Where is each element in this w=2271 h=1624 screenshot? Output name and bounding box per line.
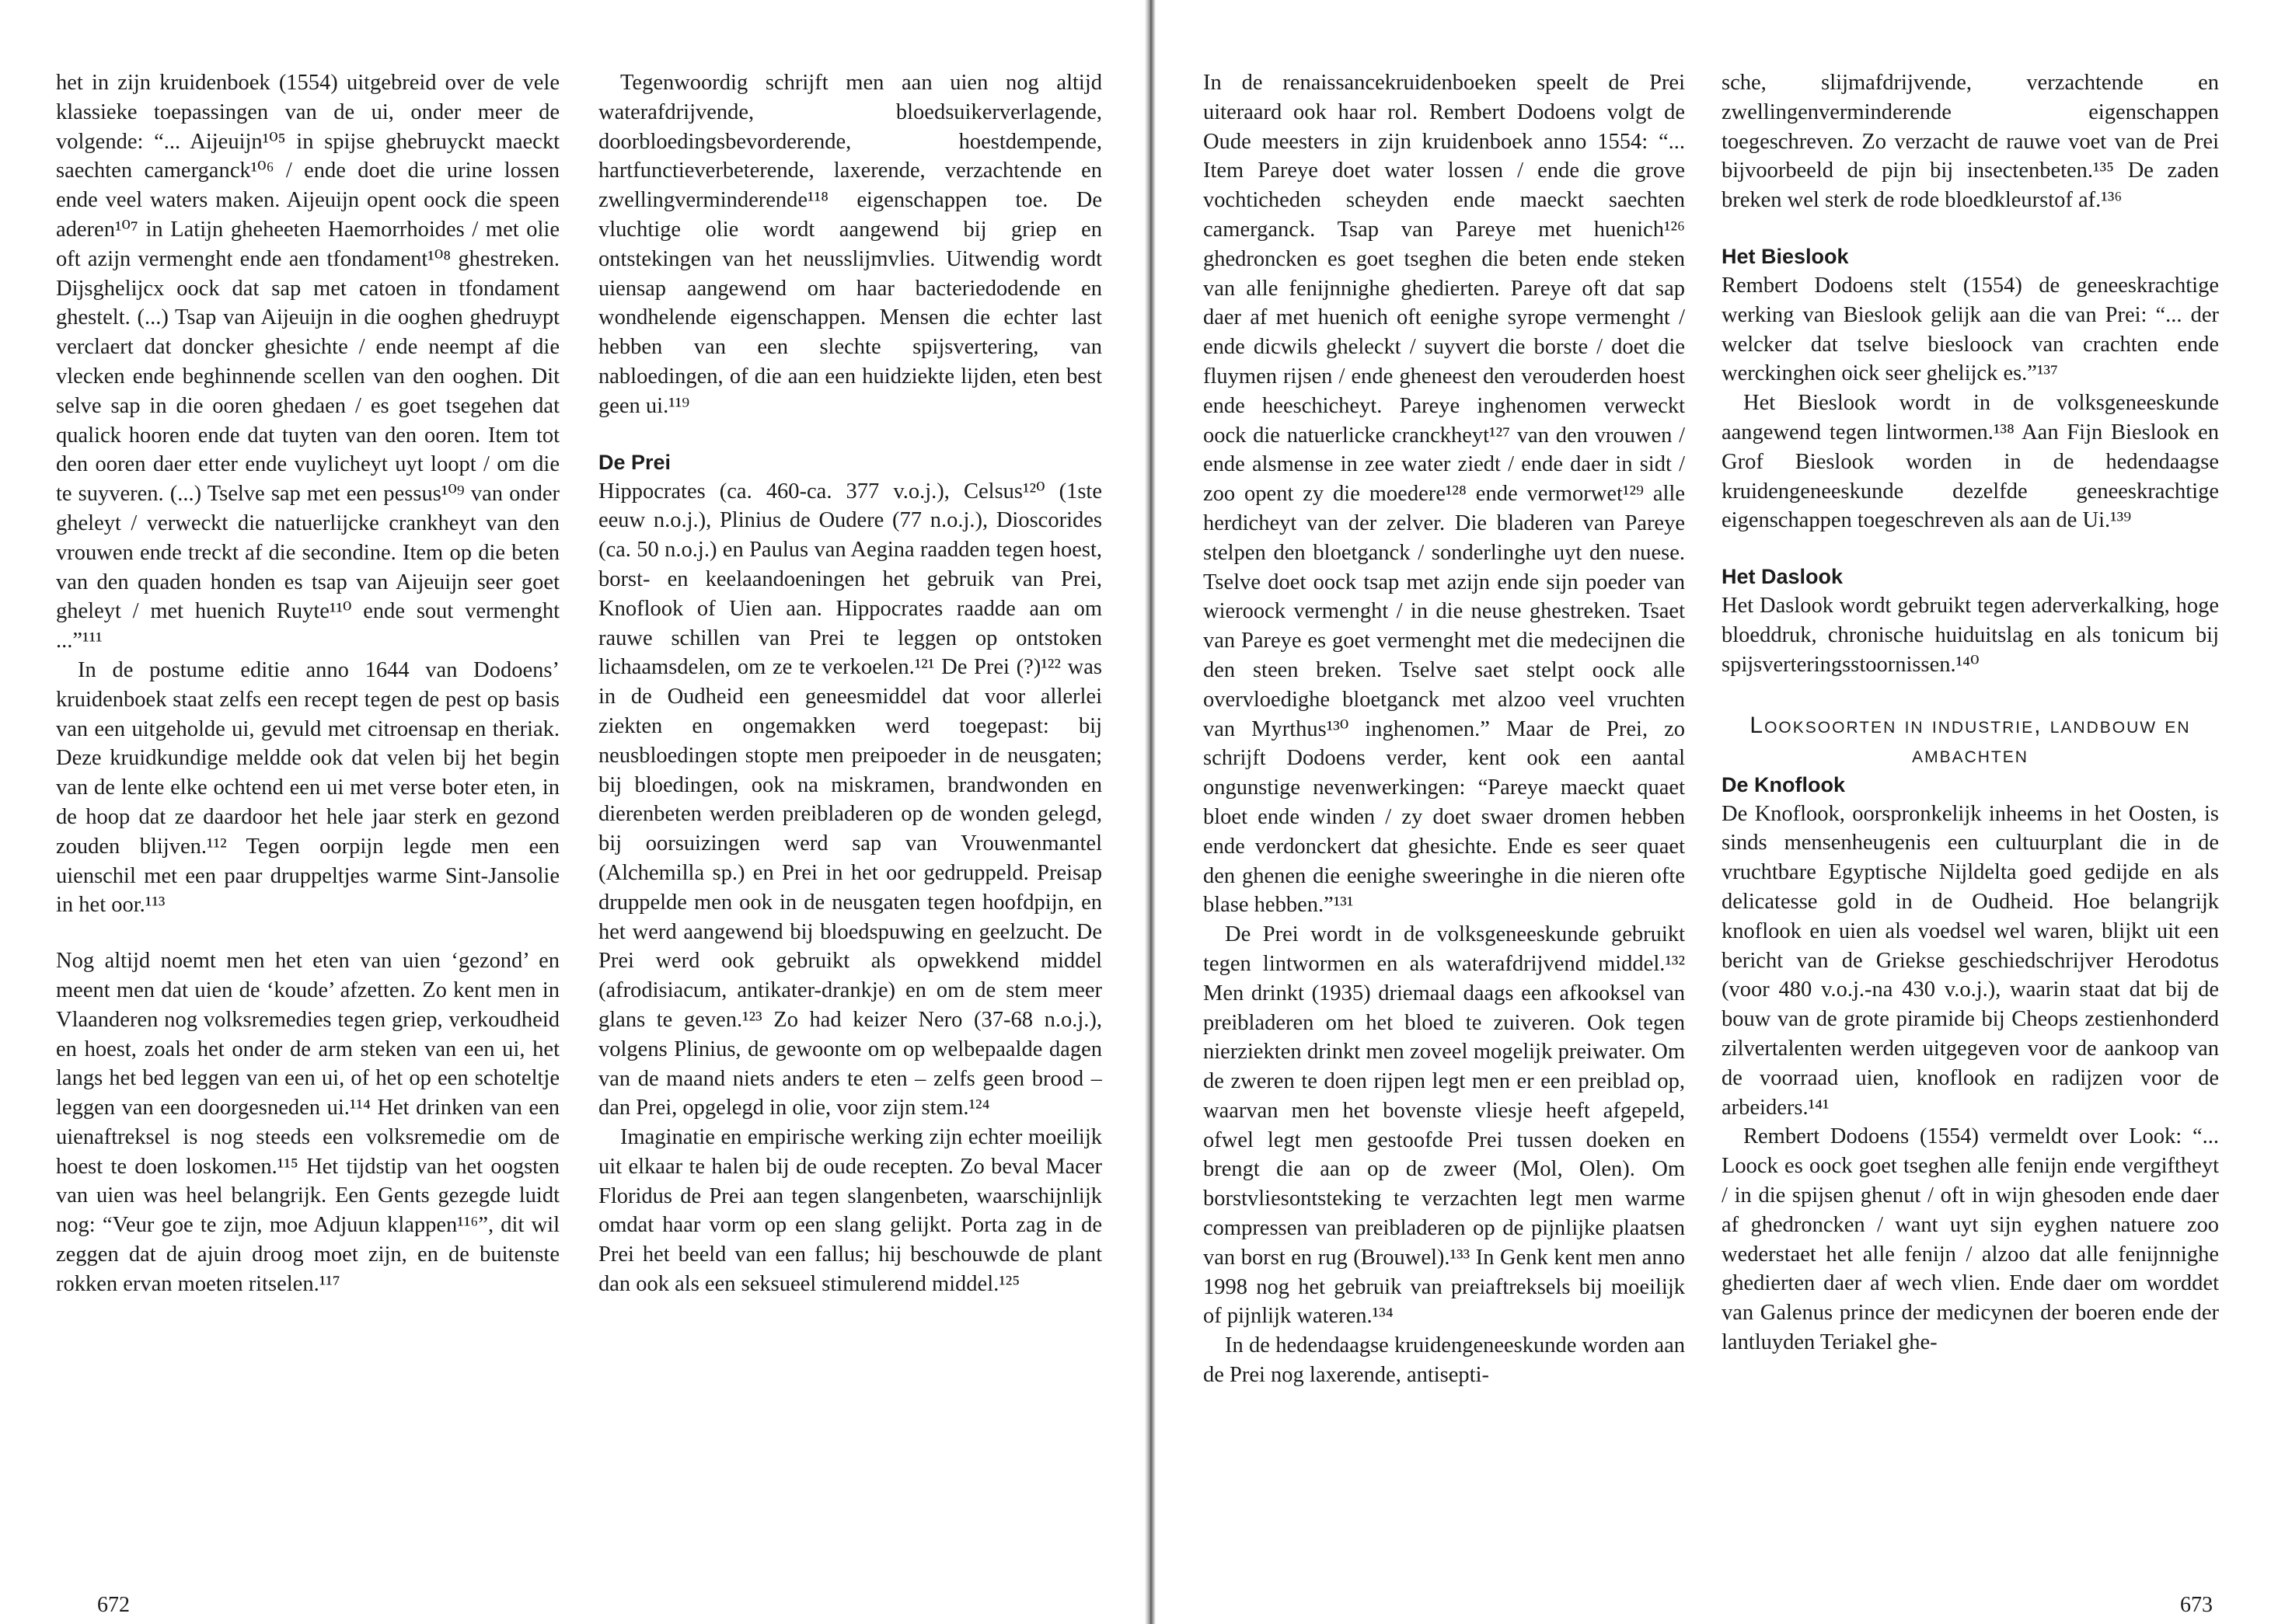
section-heading: De Prei	[598, 450, 672, 474]
left-column-1	[56, 68, 560, 1580]
paragraph: Hippocrates (ca. 460-ca. 377 v.o.j.), Celsus¹²⁰ (1ste eeuw n.o.j.), Plinius de Oudere (77 n.o.j.), Dioscorides (ca. 50 n.o.j.) en Paulus van Aegina raadden tegen hoest, borst- en keelaandoeningen het gebruik van Prei, Knoflook of Uien aan. Hippocrates raadde aan om rauwe schillen van Prei te leggen op ontstoken lichaamsdelen, om ze te verkoelen.¹²¹ De Prei (?)¹²² was in de Oudheid een geneesmiddel dat voor allerlei ziekten en ongemakken werd toegepast: bij neusbloedingen stopte men preipoeder in de neusgaten; bij bloedingen, ook na miskramen, brandwonden en dierenbeten werden preibladeren op de wonden gelegd, bij oorsuizingen werd sap van Vrouwenmantel (Alchemilla sp.) en Prei in het oor gedruppeld. Preisap druppelde men ook in de neusgaten tegen hoofdpijn, en het werd aangewend bij bloedspuwing en geelzucht. De Prei werd ook gebruikt als opwekkend middel (afrodisiacum, antikater-drankje) en om de stem meer glans te geven.¹²³ Zo had keizer Nero (37-68 n.o.j.), volgens Plinius, de gewoonte om op welbepaalde dagen van de maand niets anders te eten – zelfs geen brood – dan Prei, opgelegd in olie, voor zijn stem.¹²⁴	[598, 479, 1102, 1120]
page-number: 672	[97, 1593, 130, 1617]
paragraph: Nog altijd noemt men het eten van uien ‘gezond’ en meent men dat uien de ‘koude’ afzetten. Zo kent men in Vlaanderen nog volksremedies tegen griep, verkoudheid en hoest, zoals het onder de arm steken van een ui, het langs het bed leggen van een ui, of het op een schoteltje leggen van een doorgesneden ui.¹¹⁴ Het drinken van een uienaftreksel is nog steeds een volksremedie om de hoest te doen loskomen.¹¹⁵ Het tijdstip van het oogsten van uien was heel belangrijk. Een Gents gezegde luidt nog: “Veur goe te zijn, moe Adjuun klappen¹¹⁶”, dit wil zeggen dat de ajuin droog moet zijn, en de buitenste rokken ervan moeten ritselen.¹¹⁷	[56, 949, 560, 1296]
chapter-heading: Looksoorten in industrie, landbouw en ambachten	[1749, 712, 2191, 768]
page-number: 673	[2180, 1593, 2213, 1617]
paragraph: De Prei wordt in de volksgeneeskunde gebruikt tegen lintwormen en als waterafdrijvend middel.¹³² Men drinkt (1935) driemaal daags een afkooksel van preibladeren om het bloed te zuiveren. Ook tegen nierziekten drinkt men zoveel mogelijk preiwater. Om de zweren te doen rijpen legt men er een preiblad op, waarvan men het bovenste vliesje heeft afgepeld, ofwel legt men gestoofde Prei tussen doeken en brengt die aan op de zweer (Mol, Olen). Om borstvliesontsteking te verzachten legt men warme compressen van preibladeren op de pijnlijke plaatsen van borst en rug (Brouwel).¹³³ In Genk kent men anno 1998 nog het gebruik van preiaftreksels bij moeilijk of pijnlijk wateren.¹³⁴	[1203, 922, 1685, 1329]
paragraph: In de postume editie anno 1644 van Dodoens’ kruidenboek staat zelfs een recept tegen de pest op basis van een uitgeholde ui, gevuld met citroensap en theriak. Deze kruidkundige meldde ook dat velen bij het begin van de lente elke ochtend een ui met verse boter eten, in de hoop dat ze daardoor het hele jaar sterk en gezond zouden blijven.¹¹² Tegen oorpijn legde men een uienschil met een paar druppeltjes warme Sint-Jansolie in het oor.¹¹³	[56, 657, 560, 918]
right-column-1	[1203, 68, 1685, 1580]
paragraph: het in zijn kruidenboek (1554) uitgebreid over de vele klassieke toepassingen van de ui, onder meer de volgende: “... Aijeuijn¹⁰⁵ in spijse ghebruyckt maeckt saechten camerganck¹⁰⁶ / ende doet die urine lossen ende veel waters maken. Aijeuijn opent oock die speen aderen¹⁰⁷ in Latijn gheheeten Haemorrhoides / met olie oft azijn vermenght ende aen tfondament¹⁰⁸ ghestreken. Dijsghelijcx oock dat sap met catoen in tfondament ghestelt. (...) Tsap van Aijeuijn in die ooghen ghedruypt verclaert dat doncker ghesichte / ende neempt af die vlecken ende beghinnende scellen van den ooghen. Dit selve sap in die ooren ghedaen / es goet tsegehen dat qualick hooren ende dat tuyten van den ooren. Item tot den ooren daer etter ende vuylicheyt uyt loopt / om die te suyveren. (...) Tselve sap met een pessus¹⁰⁹ van onder gheleyt / verweckt die natuerlijcke crankheyt van den vrouwen ende treckt af die secondine. Item op die beten van den quaden honden es tsap van Aijeuijn seer goet gheleyt / met huenich Ruyte¹¹⁰ ende sout vermenght ...”¹¹¹	[56, 71, 560, 653]
paragraph: Rembert Dodoens (1554) vermeldt over Look: “... Loock es oock goet tseghen alle fenijn ende vergiftheyt / in die spijsen ghenut / oft in wijn ghesoden ende daer af ghedroncken / want uyt sijn eyghen natuere zoo wederstaet het alle fenijn / alzoo dat alle fenijnnighe ghedierten daer af wech vlien. Ende daer om worddet van Galenus prince der medicynen der boeren ende der lantluyden Teriakel ghe-	[1722, 1124, 2219, 1354]
left-column-2	[598, 68, 1102, 1580]
paragraph: Het Daslook wordt gebruikt tegen aderverkalking, hoge bloeddruk, chronische huiduitslag en als tonicum bij spijsverteringsstoornissen.¹⁴⁰	[1722, 594, 2219, 677]
section-heading: De Knoflook	[1722, 772, 1845, 796]
book-gutter	[1145, 0, 1156, 1624]
paragraph: Imaginatie en empirische werking zijn echter moeilijk uit elkaar te halen bij de oude recepten. Zo beval Macer Floridus de Prei aan tegen slangenbeten, waarschijnlijk omdat haar vorm op een slang gelijkt. Porta zag in de Prei het beeld van een fallus; hij beschouwde de plant dan ook als een seksueel stimulerend middel.¹²⁵	[598, 1125, 1102, 1297]
paragraph: Rembert Dodoens stelt (1554) de geneeskrachtige werking van Bieslook gelijk aan die van Prei: “... der welcker dat tselve biesloock van crachten ende werckinghen oick seer ghelijck es.”¹³⁷	[1722, 273, 2219, 386]
section-heading: Het Bieslook	[1722, 244, 1849, 268]
paragraph: sche, slijmafdrijvende, verzachtende en zwellingenverminderende eigenschappen toegeschreven. Zo verzacht de rauwe voet van de Prei bijvoorbeeld de pijn bij insectenbeten.¹³⁵ De zaden breken wel sterk de rode bloedkleurstof af.¹³⁶	[1722, 71, 2219, 213]
right-column-2	[1722, 68, 2219, 1580]
paragraph: De Knoflook, oorspronkelijk inheems in het Oosten, is sinds mensenheugenis een cultuurplant die in de vruchtbare Egyptische Nijldelta goed gedijde en als delicatesse gold in de Oudheid. Hoe belangrijk knoflook en uien als voedsel wel waren, blijkt uit een bericht van de Griekse geschiedschrijver Herodotus (voor 480 v.o.j.-na 430 v.o.j.), waarin staat dat bij de bouw van de grote piramide bij Cheops zestienhonderd zilvertalenten werden uitgegeven voor de aankoop van de voorraad uien, knoflook en radijzen voor de arbeiders.¹⁴¹	[1722, 801, 2219, 1120]
paragraph: In de hedendaagse kruidengeneeskunde worden aan de Prei nog laxerende, antisepti-	[1203, 1333, 1685, 1388]
section-heading: Het Daslook	[1722, 565, 1844, 589]
paragraph: Tegenwoordig schrijft men aan uien nog altijd waterafdrijvende, bloedsuikerverlagende, doorbloedingsbevorderende, hoestdempende, hartfunctieverbeterende, laxerende, verzachtende en zwellingverminderende¹¹⁸ eigenschappen toe. De vluchtige olie wordt aangewend bij griep en ontstekingen van het neusslijmvlies. Uitwendig wordt uiensap aangewend om haar bacteriedodende en wondhelende eigenschappen. Mensen die echter last hebben van een slechte spijsvertering, van nabloedingen, of die aan een huidziekte lijden, eten best geen ui.¹¹⁹	[598, 71, 1102, 418]
paragraph: In de renaissancekruidenboeken speelt de Prei uiteraard ook haar rol. Rembert Dodoens volgt de Oude meesters in zijn kruidenboek anno 1554: “... Item Pareye doet water lossen / ende die grove vochticheden scheyden ende maeckt saechten camerganck. Tsap van Pareye met huenich¹²⁶ ghedroncken es goet tseghen die beten ende steken van alle fenijnnighe ghedierten. Pareye oft dat sap daer af met huenich oft eenighe syrope vermenght / ende dicwils gheleckt / suyvert die borste / doet die fluymen rijsen / ende gheneest den verouderden hoest ende heeschicheyt. Pareye inghenomen verweckt oock die natuerlicke cranckheyt¹²⁷ van den vrouwen / ende alsmense in zee water ziedt / ende daer in sidt / zoo opent zy die moedere¹²⁸ ende vermorwet¹²⁹ alle herdicheyt van der zelver. Die bladeren van Pareye stelpen den bloetganck / sonderlinghe uyt den nuese. Tselve doet oock tsap met azijn ende sijn poeder van wieroock vermenght / in die neuse ghestreken. Tsaet van Pareye es goet vermenght met die medecijnen die den steen breken. Tselve saet stelpt oock alle overvloedighe bloetganck met alzoo veel vruchten van Myrthus¹³⁰ inghenomen.” Maar de Prei, zo schrijft Dodoens verder, kent ook een aantal ongunstige nevenwerkingen: “Pareye maeckt quaet bloet ende winden / zy doet swaer dromen hebben ende verdonckert dat ghesichte. Ende es seer quaet den ghenen die eenighe sweeringhe in die nieren ofte blase hebben.”¹³¹	[1203, 71, 1685, 918]
paragraph: Het Bieslook wordt in de volksgeneeskunde aangewend tegen lintwormen.¹³⁸ Aan Fijn Bieslook en Grof Bieslook worden in de hedendaagse kruidengeneeskunde dezelfde geneeskrachtige eigenschappen toegeschreven als aan de Ui.¹³⁹	[1722, 391, 2219, 533]
